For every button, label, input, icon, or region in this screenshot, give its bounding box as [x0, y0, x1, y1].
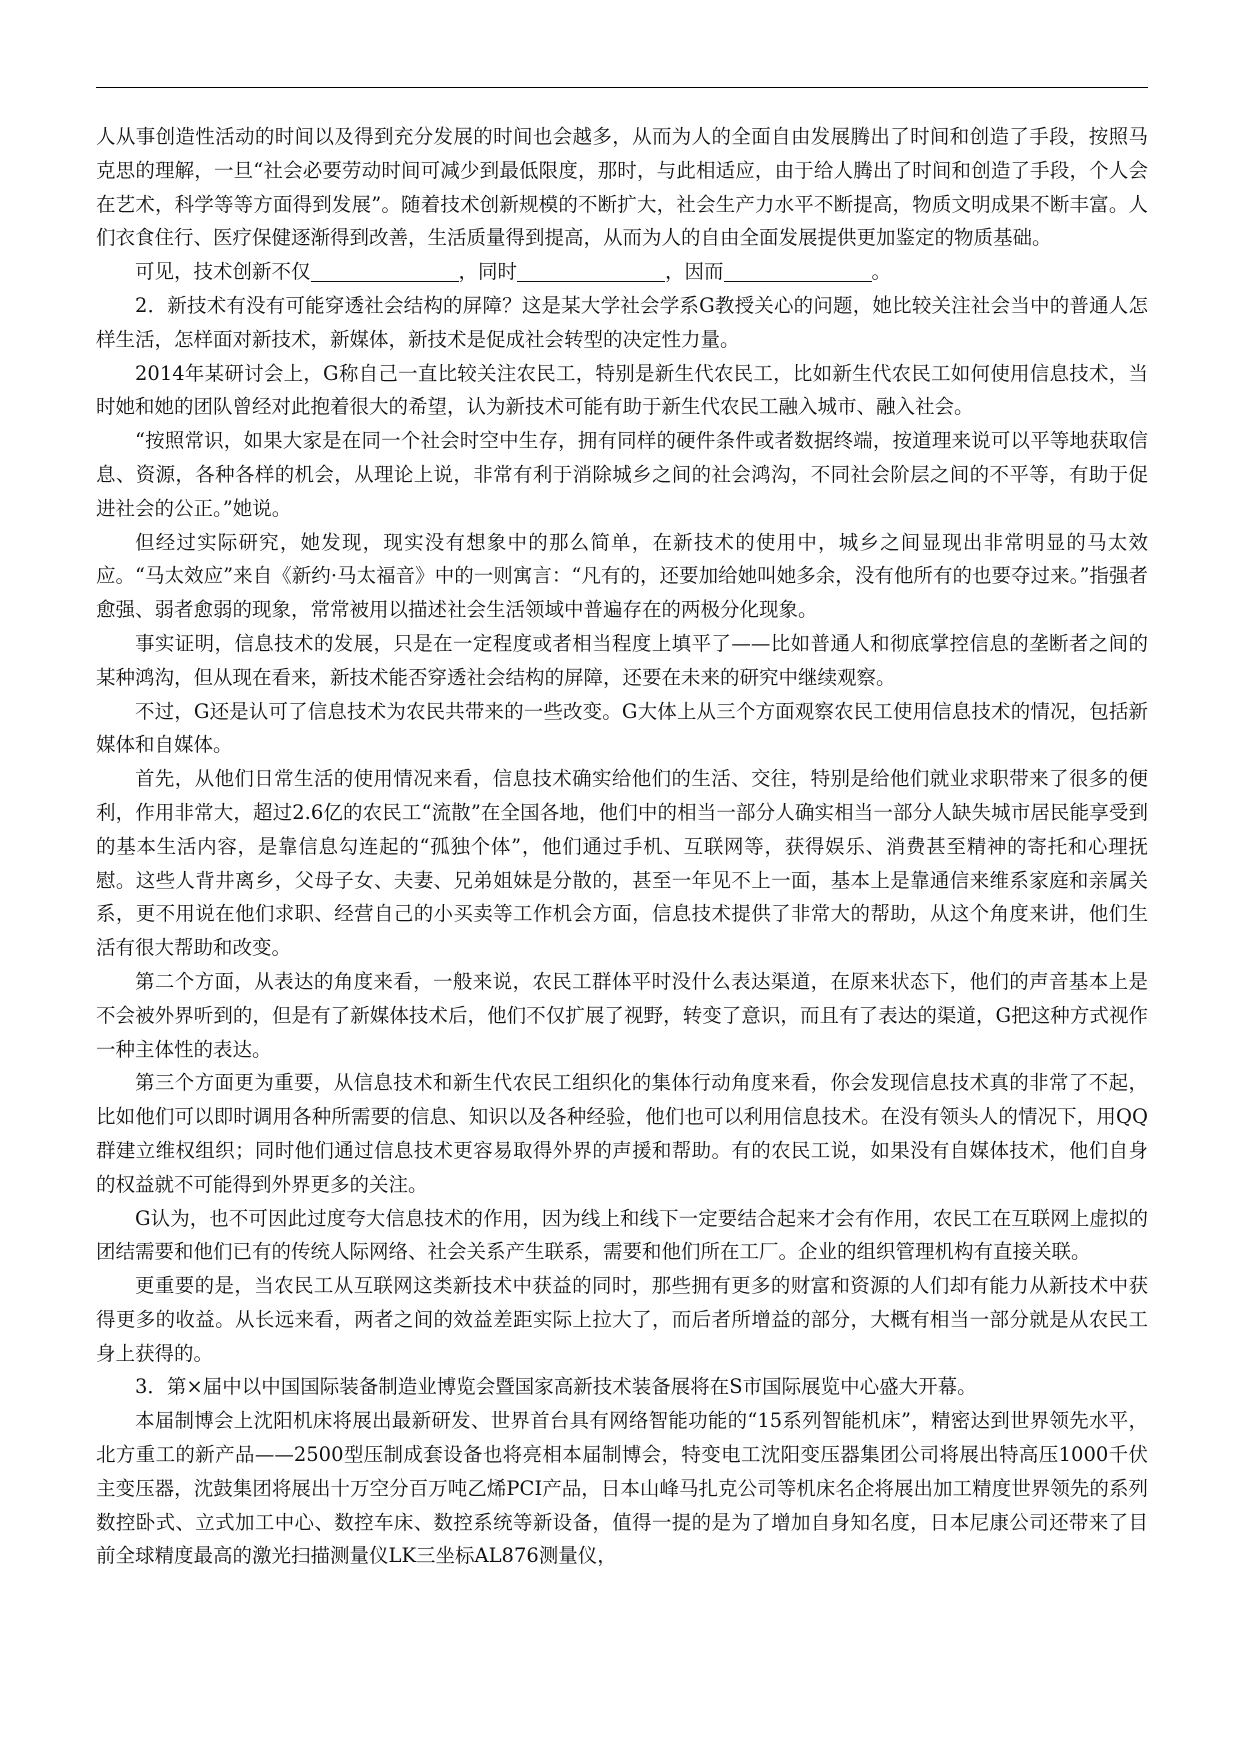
- blank-prompt-mid-2: ，因而: [665, 260, 724, 284]
- paragraph: G认为，也不可因此过度夸大信息技术的作用，因为线上和线下一定要结合起来才会有作用，农民工在互联网上虚拟的团结需要和他们已有的传统人际网络、社会关系产生联系，需要和他们所在工厂。企业的组织管理机构有直接关联。: [96, 1206, 1148, 1264]
- paragraph: “按照常识，如果大家是在同一个社会时空中生存，拥有同样的硬件条件或者数据终端，按道理来说可以平等地获取信息、资源，各种各样的机会，从理论上说，非常有利于消除城乡之间的社会鸿沟，不同社会阶层之间的不平等，有助于促进社会的公正。”她说。: [96, 429, 1148, 520]
- blank-prompt-mid-1: ，同时: [458, 260, 518, 284]
- answer-blank-2[interactable]: [517, 259, 665, 282]
- paragraph: 2014年某研讨会上，G称自己一直比较关注农民工，特别是新生代农民工，比如新生代农民工如何使用信息技术，当时她和她的团队曾经对此抱着很大的希望，认为新技术可能有助于新生代农民工融入城市、融入社会。: [96, 361, 1148, 419]
- paragraph: 不过，G还是认可了信息技术为农民共带来的一些改变。G大体上从三个方面观察农民工使用信息技术的情况，包括新媒体和自媒体。: [96, 699, 1148, 757]
- document-body: [96, 120, 1148, 1573]
- paragraph: 但经过实际研究，她发现，现实没有想象中的那么简单，在新技术的使用中，城乡之间显现出非常明显的马太效应。“马太效应”来自《新约·马太福音》中的一则寓言：“凡有的，还要加给她叫她多余，没有他所有的也要夺过来。”指强者愈强、弱者愈弱的现象，常常被用以描述社会生活领域中普遍存在的两极分化现象。: [96, 530, 1148, 622]
- paragraph: 第二个方面，从表达的角度来看，一般来说，农民工群体平时没什么表达渠道，在原来状态下，他们的声音基本上是不会被外界听到的，但是有了新媒体技术后，他们不仅扩展了视野，转变了意识，而且有了表达的渠道，G把这种方式视作一种主体性的表达。: [96, 969, 1148, 1061]
- paragraph: 事实证明，信息技术的发展，只是在一定程度或者相当程度上填平了——比如普通人和彻底掌控信息的垄断者之间的某种鸿沟，但从现在看来，新技术能否穿透社会结构的屏障，还要在未来的研究中继续观察。: [96, 631, 1148, 689]
- question-3-heading: 3．第×届中以中国国际装备制造业博览会暨国家高新技术装备展将在S市国际展览中心盛大开幕。: [135, 1375, 977, 1399]
- paragraph: 首先，从他们日常生活的使用情况来看，信息技术确实给他们的生活、交往，特别是给他们就业求职带来了很多的便利，作用非常大，超过2.6亿的农民工“流散”在全国各地，他们中的相当一部分人确实相当一部分人缺失城市居民能享受到的基本生活内容，是靠信息勾连起的“孤独个体”，他们通过手机、互联网等，获得娱乐、消费甚至精神的寄托和心理抚慰。这些人背井离乡，父母子女、夫妻、兄弟姐妹是分散的，甚至一年见不上一面，基本上是靠通信来维系家庭和亲属关系，更不用说在他们求职、经营自己的小买卖等工作机会方面，信息技术提供了非常大的帮助，从这个角度来讲，他们生活有很大帮助和改变。: [96, 767, 1148, 960]
- header-rule: [96, 87, 1148, 88]
- blank-prompt-prefix: 可见，技术创新不仅: [135, 260, 311, 284]
- answer-blank-1[interactable]: [311, 259, 459, 282]
- question-2-heading: 2．新技术有没有可能穿透社会结构的屏障？这是某大学社会学系G教授关心的问题，她比较关注社会当中的普通人怎样生活，怎样面对新技术，新媒体，新技术是促成社会转型的决定性力量。: [96, 293, 1148, 351]
- paragraph: 人从事创造性活动的时间以及得到充分发展的时间也会越多，从而为人的全面自由发展腾出了时间和创造了手段，按照马克思的理解，一旦“社会必要劳动时间可减少到最低限度，那时，与此相适应，由于给人腾出了时间和创造了手段，个人会在艺术，科学等等方面得到发展”。随着技术创新规模的不断扩大，社会生产力水平不断提高，物质文明成果不断丰富。人们衣食住行、医疗保健逐渐得到改善，生活质量得到提高，从而为人的自由全面发展提供更加鉴定的物质基础。: [96, 125, 1148, 250]
- paragraph: 第三个方面更为重要，从信息技术和新生代农民工组织化的集体行动角度来看，你会发现信息技术真的非常了不起，比如他们可以即时调用各种所需要的信息、知识以及各种经验，他们也可以利用信息技术。在没有领头人的情况下，用QQ群建立维权组织；同时他们通过信息技术更容易取得外界的声援和帮助。有的农民工说，如果没有自媒体技术，他们自身的权益就不可能得到外界更多的关注。: [96, 1071, 1148, 1196]
- paragraph: 本届制博会上沈阳机床将展出最新研发、世界首台具有网络智能功能的“15系列智能机床”，精密达到世界领先水平，北方重工的新产品——2500型压制成套设备也将亮相本届制博会，特变电工沈阳变压器集团公司将展出特高压1000千伏主变压器，沈鼓集团将展出十万空分百万吨乙烯PCI产品，日本山峰马扎克公司等机床名企将展出加工精度世界领先的系列数控卧式、立式加工中心、数控车床、数控系统等新设备，值得一提的是为了增加自身知名度，日本尼康公司还带来了目前全球精度最高的激光扫描测量仪LK三坐标AL876测量仪，: [96, 1409, 1148, 1568]
- paragraph: 更重要的是，当农民工从互联网这类新技术中获益的同时，那些拥有更多的财富和资源的人们却有能力从新技术中获得更多的收益。从长远来看，两者之间的效益差距实际上拉大了，而后者所增益的部分，大概有相当一部分就是从农民工身上获得的。: [96, 1274, 1148, 1365]
- answer-blank-3[interactable]: [724, 259, 872, 282]
- fill-in-blank-question: [96, 255, 1148, 289]
- blank-prompt-suffix: 。: [871, 260, 892, 284]
